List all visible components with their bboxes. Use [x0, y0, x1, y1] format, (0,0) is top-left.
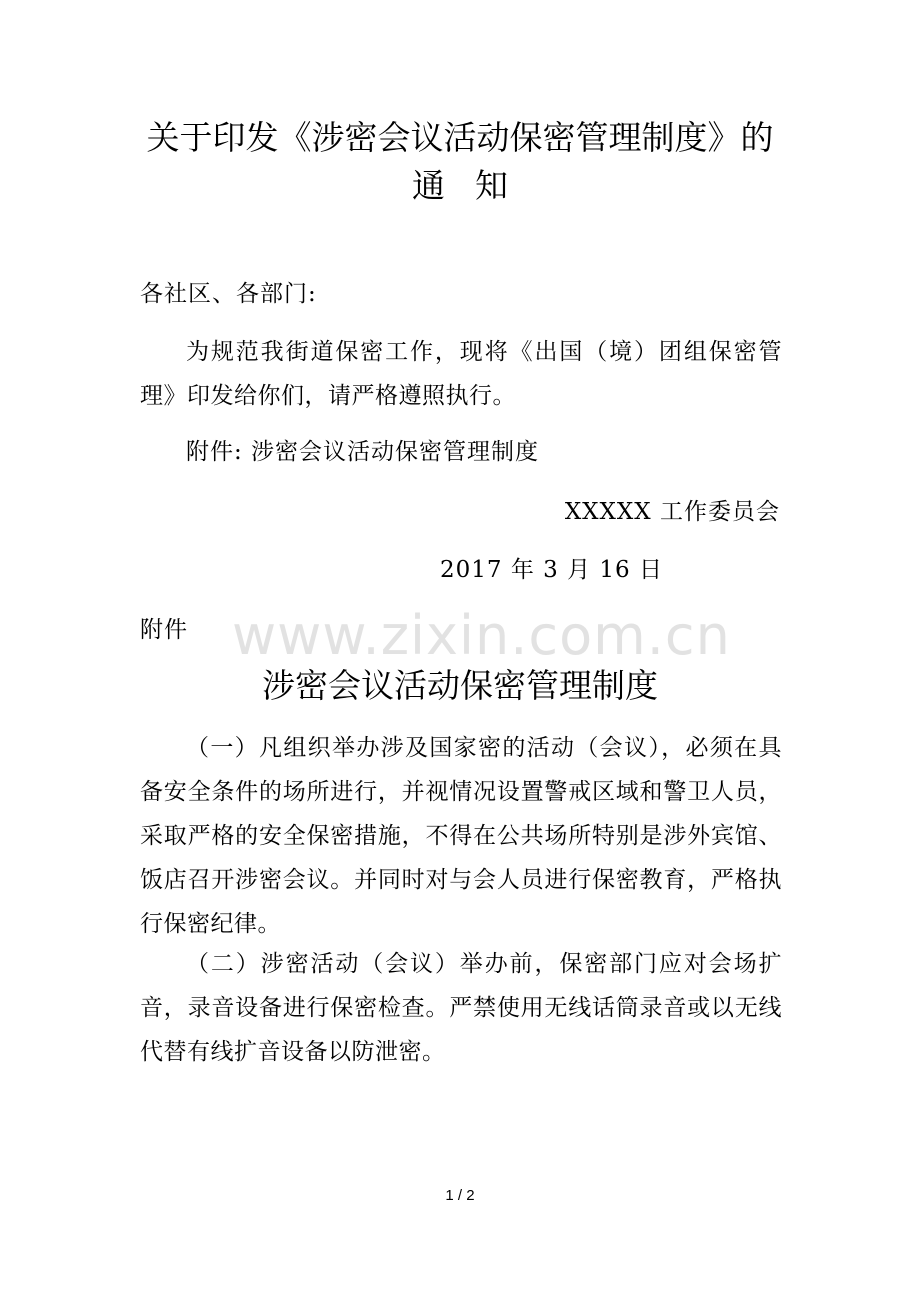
notice-title-line1: 关于印发《涉密会议活动保密管理制度》的	[146, 118, 774, 157]
attachment-paragraph-1: （一）凡组织举办涉及国家密的活动（会议），必须在具备安全条件的场所进行，并视情况设置警戒区域和警卫人员，采取严格的安全保密措施，不得在公共场所特别是涉外宾馆、饭店召开涉密会议。并同时对与会人员进行保密教育，严格执行保密纪律。	[140, 735, 782, 937]
issuer: XXXXX 工作委员会	[564, 499, 780, 525]
watermark: www.zixin.com.cn	[232, 604, 731, 667]
page-number: 1 / 2	[445, 1187, 475, 1204]
attachment-reference: 附件: 涉密会议活动保密管理制度	[186, 439, 540, 465]
notice-body: 为规范我街道保密工作，现将《出国（境）团组保密管理》印发给你们，请严格遵照执行。	[140, 339, 782, 409]
issue-date: 2017 年 3 月 16 日	[440, 557, 663, 583]
attachment-paragraph-2: （二）涉密活动（会议）举办前，保密部门应对会场扩音，录音设备进行保密检查。严禁使用无线话筒录音或以无线代替有线扩音设备以防泄密。	[140, 951, 782, 1065]
attachment-title: 涉密会议活动保密管理制度	[262, 666, 658, 705]
salutation: 各社区、各部门:	[140, 281, 317, 307]
attachment-label: 附件	[140, 617, 188, 643]
notice-title-line2: 通知	[412, 166, 538, 205]
